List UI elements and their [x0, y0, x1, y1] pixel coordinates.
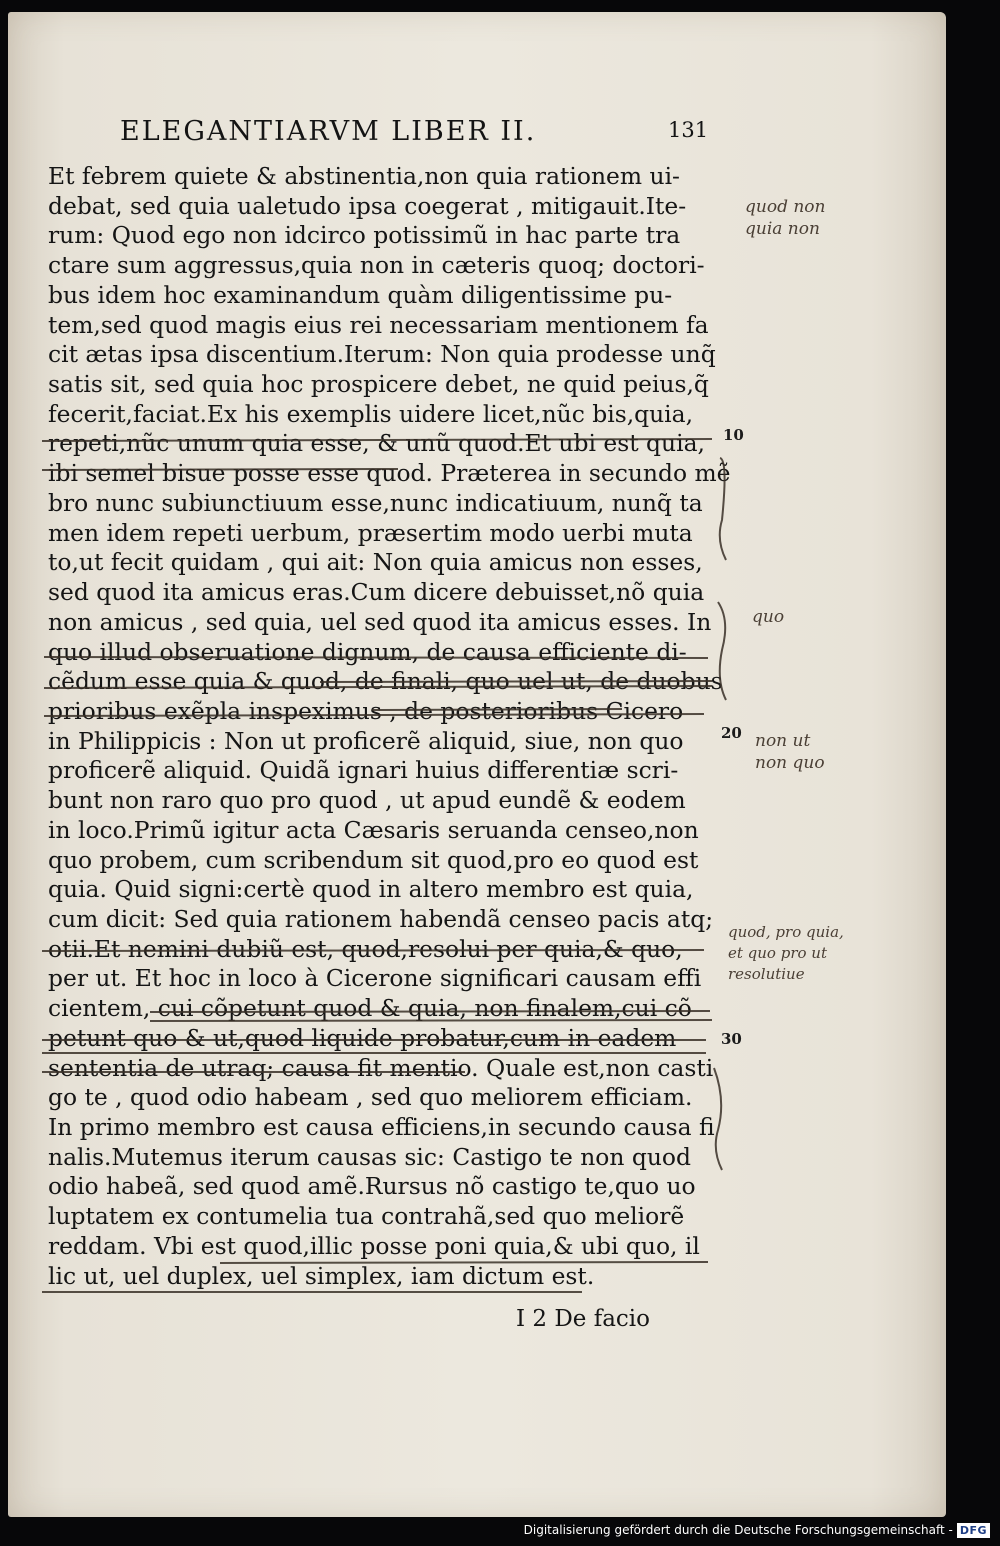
text-line: prioribus exẽpla inspeximus , de posterioribus Cicero: [48, 696, 684, 725]
text-line: cẽdum esse quia & quod, de finali, quo uel ut, de duobus: [48, 667, 723, 696]
text-line: petunt quo & ut,quod liquide probatur,cum in eadem: [48, 1023, 677, 1052]
text-line: cientem, cui cõpetunt quod & quia, non finalem,cui cõ: [48, 994, 692, 1023]
text-line: satis sit, sed quia hoc prospicere debet, ne quid peius,q̃: [48, 370, 709, 399]
line-number-10: 10: [723, 426, 744, 444]
body-text: [48, 162, 733, 1291]
text-line: reddam. Vbi est quod,illic posse poni quia,& ubi quo, il: [48, 1231, 700, 1260]
text-line: In primo membro est causa efficiens,in secundo causa fi: [48, 1113, 715, 1141]
catchword: I 2 De facio: [516, 1306, 651, 1332]
text-line: tem,sed quod magis eius rei necessariam mentionem fa: [48, 310, 709, 339]
text-line: ctare sum aggressus,quia non in cæteris quoq; doctori-: [48, 251, 705, 280]
footer-text: Digitalisierung gefördert durch die Deutsche Forschungsgemeinschaft -: [523, 1523, 953, 1537]
footer-credit: [524, 1520, 990, 1540]
text-line: otii.Et nemini dubiũ est, quod,resolui per quia,& quo,: [48, 934, 683, 963]
text-line: cum dicit: Sed quia rationem habendã censeo pacis atq;: [48, 904, 714, 933]
text-line: bunt non raro quo pro quod , ut apud eundẽ & eodem: [48, 786, 686, 815]
text-line: to,ut fecit quidam , qui ait: Non quia amicus non esses,: [48, 548, 703, 577]
line-number-30: 30: [721, 1030, 742, 1048]
marginal-note: non ut non quo: [755, 731, 825, 773]
text-line: bro nunc subiunctiuum esse,nunc indicatiuum, nunq̃ ta: [48, 488, 703, 517]
text-line: quo illud obseruatione dignum, de causa efficiente di-: [48, 637, 687, 666]
running-title: ELEGANTIARVM LIBER II.: [120, 116, 537, 147]
text-line: debat, sed quia ualetudo ipsa coegerat , mitigauit.Ite-: [48, 191, 687, 220]
text-line: quia. Quid signi:certè quod in altero membro est quia,: [48, 875, 694, 904]
text-line: ibi semel bisue posse esse quod. Præterea in secundo mẽ: [48, 459, 731, 488]
text-line: per ut. Et hoc in loco à Cicerone significari causam effi: [48, 964, 702, 993]
marginal-note: quod, pro quia, et quo pro ut resolutiue: [728, 923, 844, 983]
text-line: sed quod ita amicus eras.Cum dicere debuisset,nõ quia: [48, 578, 705, 607]
text-line: men idem repeti uerbum, præsertim modo uerbi muta: [48, 518, 693, 547]
text-line: bus idem hoc examinandum quàm diligentissime pu-: [48, 280, 673, 309]
folio-number: 131: [668, 118, 709, 142]
page-header: [120, 116, 720, 156]
text-line: go te , quod odio habeam , sed quo meliorem efficiam.: [48, 1083, 693, 1112]
text-line: odio habeã, sed quod amẽ.Rursus nõ castigo te,quo uo: [48, 1172, 696, 1201]
text-line: lic ut, uel duplex, uel simplex, iam dictum est.: [48, 1261, 595, 1290]
text-line: luptatem ex contumelia tua contrahã,sed quo meliorẽ: [48, 1202, 685, 1231]
text-line: sententia de utraq; causa fit mentio. Quale est,non casti: [48, 1053, 714, 1082]
text-line: Et febrem quiete & abstinentia,non quia rationem ui-: [48, 162, 680, 190]
text-line: nalis.Mutemus iterum causas sic: Castigo te non quod: [48, 1142, 691, 1171]
text-line: rum: Quod ego non idcirco potissimũ in hac parte tra: [48, 221, 681, 250]
text-line: repeti,nũc unum quia esse, & unũ quod.Et ubi est quia,: [48, 429, 705, 458]
text-line: in Philippicis : Non ut proficerẽ aliquid, siue, non quo: [48, 726, 684, 755]
marginal-note: quod non quia non: [745, 197, 826, 239]
text-line: non amicus , sed quia, uel sed quod ita amicus esses. In: [48, 607, 712, 636]
text-line: quo probem, cum scribendum sit quod,pro eo quod est: [48, 845, 699, 874]
text-line: cit ætas ipsa discentium.Iterum: Non quia prodesse unq̃: [48, 340, 716, 369]
dfg-logo: DFG: [957, 1523, 990, 1538]
marginal-note: quo: [752, 607, 785, 627]
text-line: in loco.Primũ igitur acta Cæsaris seruanda censeo,non: [48, 815, 699, 844]
line-number-20: 20: [721, 724, 742, 742]
text-line: proficerẽ aliquid. Quidã ignari huius differentiæ scri-: [48, 756, 679, 785]
text-line: fecerit,faciat.Ex his exemplis uidere licet,nũc bis,quia,: [48, 399, 694, 428]
